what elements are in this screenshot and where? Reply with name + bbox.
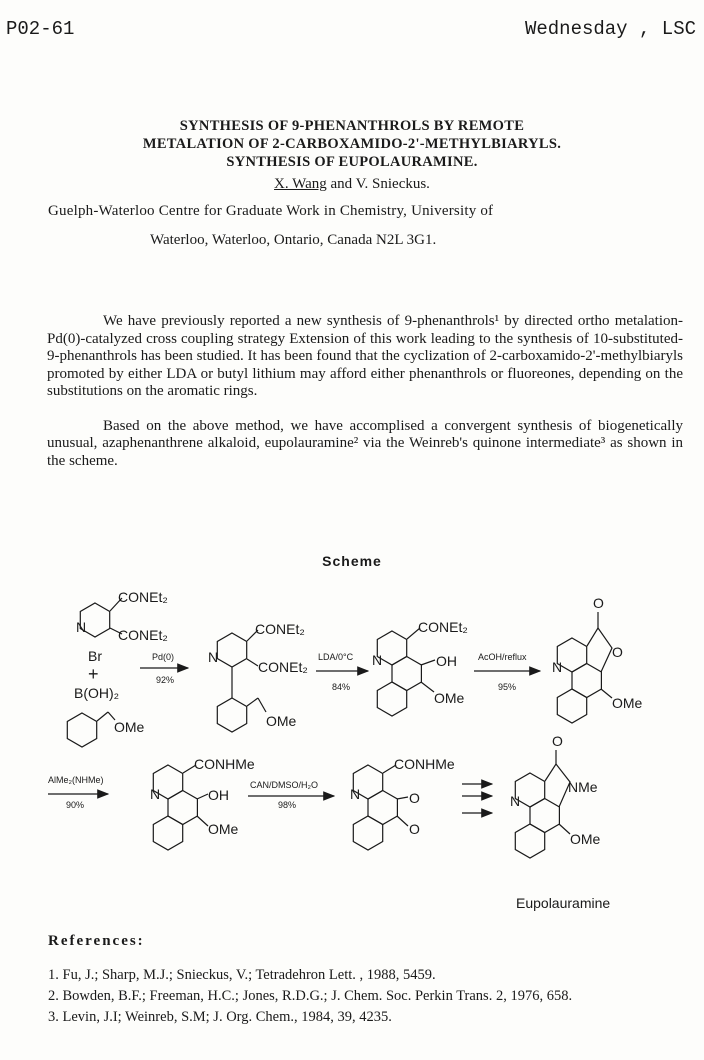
svg-text:N: N — [150, 786, 161, 802]
svg-text:OH: OH — [208, 787, 229, 803]
svg-text:OMe: OMe — [208, 821, 239, 837]
svg-text:CONEt₂: CONEt₂ — [255, 621, 305, 637]
svg-text:O: O — [552, 733, 563, 749]
svg-text:90%: 90% — [66, 800, 85, 810]
svg-text:O: O — [409, 790, 420, 806]
svg-text:N: N — [372, 652, 383, 668]
affiliation-line-2: Waterloo, Waterloo, Ontario, Canada N2L 3G1. — [150, 232, 437, 248]
svg-text:N: N — [76, 619, 87, 635]
svg-text:CONEt₂: CONEt₂ — [418, 619, 468, 635]
abstract-code: P02-61 — [6, 18, 75, 40]
svg-text:Pd(0): Pd(0) — [152, 652, 175, 662]
svg-text:84%: 84% — [332, 682, 351, 692]
svg-text:Br: Br — [88, 648, 102, 664]
svg-text:CONEt₂: CONEt₂ — [258, 659, 308, 675]
svg-text:N: N — [552, 659, 563, 675]
title-line-1: SYNTHESIS OF 9-PHENANTHROLS BY REMOTE — [179, 118, 525, 134]
svg-text:95%: 95% — [498, 682, 517, 692]
svg-text:92%: 92% — [156, 675, 175, 685]
author-others: and V. Snieckus. — [326, 176, 430, 192]
svg-text:OMe: OMe — [114, 719, 145, 735]
svg-text:CAN/DMSO/H₂O: CAN/DMSO/H₂O — [250, 780, 318, 790]
compound-methylamide — [150, 756, 255, 850]
compound-eupolauramine — [510, 733, 610, 911]
svg-text:+: + — [88, 664, 99, 684]
scheme-heading: Scheme — [322, 553, 382, 569]
svg-text:O: O — [593, 595, 604, 611]
compound-quinone — [350, 756, 455, 850]
title-line-2: METALATION OF 2-CARBOXAMIDO-2'-METHYLBIARYLS. — [142, 136, 562, 152]
paragraph-1: We have previously reported a new synthesis of 9-phenanthrols¹ by directed ortho metalation-Pd(0)-catalyzed cross coupling strategy Extension of this work leading to the synthesis of 10-substituted-9-phenanthrols has been studied. It has been found that the cyclization of 2-carboxamido-2'-methylbiaryls promoted by either LDA or butyl lithium may afford either phenanthrols or fluoreones, depending on the substitutions on the aromatic rings. — [47, 313, 683, 399]
svg-text:NMe: NMe — [568, 779, 598, 795]
svg-text:CONHMe: CONHMe — [194, 756, 255, 772]
title-line-3: SYNTHESIS OF EUPOLAURAMINE. — [226, 154, 478, 170]
product-name: Eupolauramine — [516, 895, 611, 911]
reference-item: 1. Fu, J.; Sharp, M.J.; Snieckus, V.; Tetradehron Lett. , 1988, 5459. — [48, 967, 436, 983]
references-heading: References: — [48, 933, 145, 949]
svg-text:OMe: OMe — [434, 690, 465, 706]
svg-text:CONHMe: CONHMe — [394, 756, 455, 772]
svg-text:OMe: OMe — [612, 695, 643, 711]
svg-text:OH: OH — [436, 653, 457, 669]
affiliation-line-1: Guelph-Waterloo Centre for Graduate Work in Chemistry, University of — [48, 203, 494, 219]
compound-phenanthrol — [372, 619, 468, 716]
compound-lactone — [552, 595, 643, 723]
svg-text:N: N — [350, 786, 361, 802]
svg-text:AcOH/reflux: AcOH/reflux — [478, 652, 527, 662]
svg-text:OMe: OMe — [266, 713, 297, 729]
session-label: Wednesday , LSC — [524, 18, 696, 40]
svg-text:O: O — [612, 644, 623, 660]
svg-text:LDA/0°C: LDA/0°C — [318, 652, 354, 662]
svg-text:O: O — [409, 821, 420, 837]
compound-biaryl — [208, 621, 308, 732]
svg-text:OMe: OMe — [570, 831, 601, 847]
svg-text:N: N — [208, 649, 219, 665]
author-presenting: X. Wang — [274, 176, 327, 192]
reference-item: 3. Levin, J.I; Weinreb, S.M; J. Org. Chem., 1984, 39, 4235. — [48, 1009, 392, 1025]
svg-text:CONEt₂: CONEt₂ — [118, 589, 168, 605]
svg-text:98%: 98% — [278, 800, 297, 810]
references-list — [48, 966, 668, 1027]
multi-step-arrows — [462, 784, 492, 813]
paragraph-2: Based on the above method, we have accomplised a convergent synthesis of biogenetically unusual, azaphenanthrene alkaloid, eupolauramine² via the Weinreb's quinone intermediate³ as shown in the scheme. — [47, 417, 683, 469]
svg-text:CONEt₂: CONEt₂ — [118, 627, 168, 643]
svg-text:N: N — [510, 793, 521, 809]
svg-text:AlMe₂(NHMe): AlMe₂(NHMe) — [48, 775, 104, 785]
svg-text:B(OH)₂: B(OH)₂ — [74, 685, 120, 701]
reference-item: 2. Bowden, B.F.; Freeman, H.C.; Jones, R.D.G.; J. Chem. Soc. Perkin Trans. 2, 1976, 658. — [48, 988, 573, 1004]
